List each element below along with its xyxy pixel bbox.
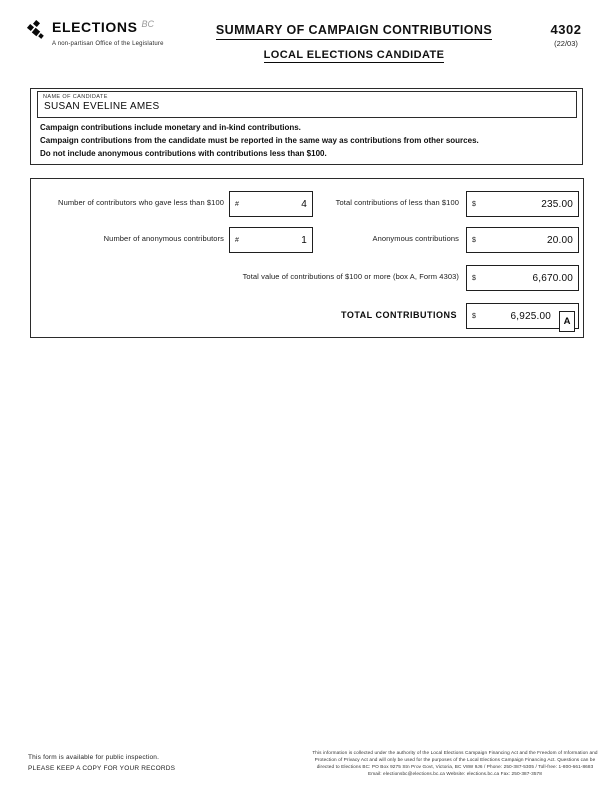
fine-print-line: Email: electionsbc@elections.bc.ca Website: elections.bc.ca Fax: 250-387-3578: [368, 771, 542, 777]
instruction-line: Do not include anonymous contributions with contributions less than $100.: [40, 148, 327, 158]
elections-bc-logo: [27, 19, 164, 47]
form-number: 4302: [550, 22, 582, 37]
contributors-under-100-box: [229, 191, 313, 217]
total-contributions-value: 6,925.00: [510, 310, 551, 322]
candidate-section: [30, 88, 583, 165]
number-prefix: #: [235, 236, 239, 244]
page-subtitle: LOCAL ELECTIONS CANDIDATE: [263, 49, 445, 61]
logo-suffix: BC: [141, 19, 155, 29]
dollar-prefix: $: [472, 200, 476, 208]
candidate-name-value: SUSAN EVELINE AMES: [44, 101, 160, 112]
form-version: (22/03): [554, 39, 578, 48]
contributions-100-or-more-box: [466, 265, 579, 291]
number-prefix: #: [235, 200, 239, 208]
fine-print-line: Protection of Privacy Act and will only be used for the purposes of the Local Elections Campaign Financing Act. Questions can be: [314, 757, 596, 763]
fine-print-line: This information is collected under the authority of the Local Elections Campaign Financing Act and the Freedom of Information and: [312, 750, 598, 755]
instructions: [40, 122, 574, 160]
form-number-block: [538, 22, 594, 48]
anonymous-contributions-box: [466, 227, 579, 253]
anonymous-contributions-label: Anonymous contributions: [372, 234, 459, 243]
total-contributions-box: [466, 303, 579, 329]
dollar-prefix: $: [472, 312, 476, 320]
total-contributions-label: TOTAL CONTRIBUTIONS: [341, 310, 457, 320]
contributors-under-100-value: 4: [301, 198, 307, 210]
contributors-under-100-label: Number of contributors who gave less than $100: [58, 198, 224, 207]
footer-fine-print: [308, 749, 602, 777]
logo-wordmark: ELECTIONS: [52, 19, 138, 35]
anonymous-contributors-box: [229, 227, 313, 253]
keep-copy-note: PLEASE KEEP A COPY FOR YOUR RECORDS: [28, 765, 176, 773]
title-block: [178, 21, 530, 63]
total-under-100-box: [466, 191, 579, 217]
anonymous-contributions-value: 20.00: [546, 234, 573, 246]
fine-print-line: directed to Elections BC: PO Box 9275 Stn Prov Govt, Victoria, BC V8W 9J6 / Phone: 250-387-5305 / Toll-free: 1-800-661-8683: [316, 764, 594, 770]
anonymous-contributors-value: 1: [301, 234, 307, 246]
dollar-prefix: $: [472, 236, 476, 244]
box-a-tag: A: [559, 311, 575, 332]
contributions-100-or-more-value: 6,670.00: [532, 272, 573, 284]
candidate-name-field: [37, 91, 577, 118]
anonymous-contributors-label: Number of anonymous contributors: [103, 234, 224, 243]
instruction-line: Campaign contributions from the candidate must be reported in the same way as contributions from other sources.: [40, 135, 479, 145]
dollar-prefix: $: [472, 274, 476, 282]
total-under-100-value: 235.00: [541, 198, 573, 210]
footer-left: [28, 752, 175, 774]
public-inspection-note: This form is available for public inspection.: [28, 754, 160, 761]
logo-tagline: A non-partisan Office of the Legislature: [52, 41, 164, 47]
instruction-line: Campaign contributions include monetary and in-kind contributions.: [40, 123, 301, 132]
contributions-summary-box: [30, 178, 584, 338]
page-title: SUMMARY OF CAMPAIGN CONTRIBUTIONS: [216, 23, 492, 40]
total-under-100-label: Total contributions of less than $100: [335, 198, 459, 207]
elections-bc-logo-icon: [27, 19, 49, 41]
contributions-100-or-more-label: Total value of contributions of $100 or more (box A, Form 4303): [242, 272, 459, 281]
candidate-name-label: NAME OF CANDIDATE: [43, 94, 108, 100]
